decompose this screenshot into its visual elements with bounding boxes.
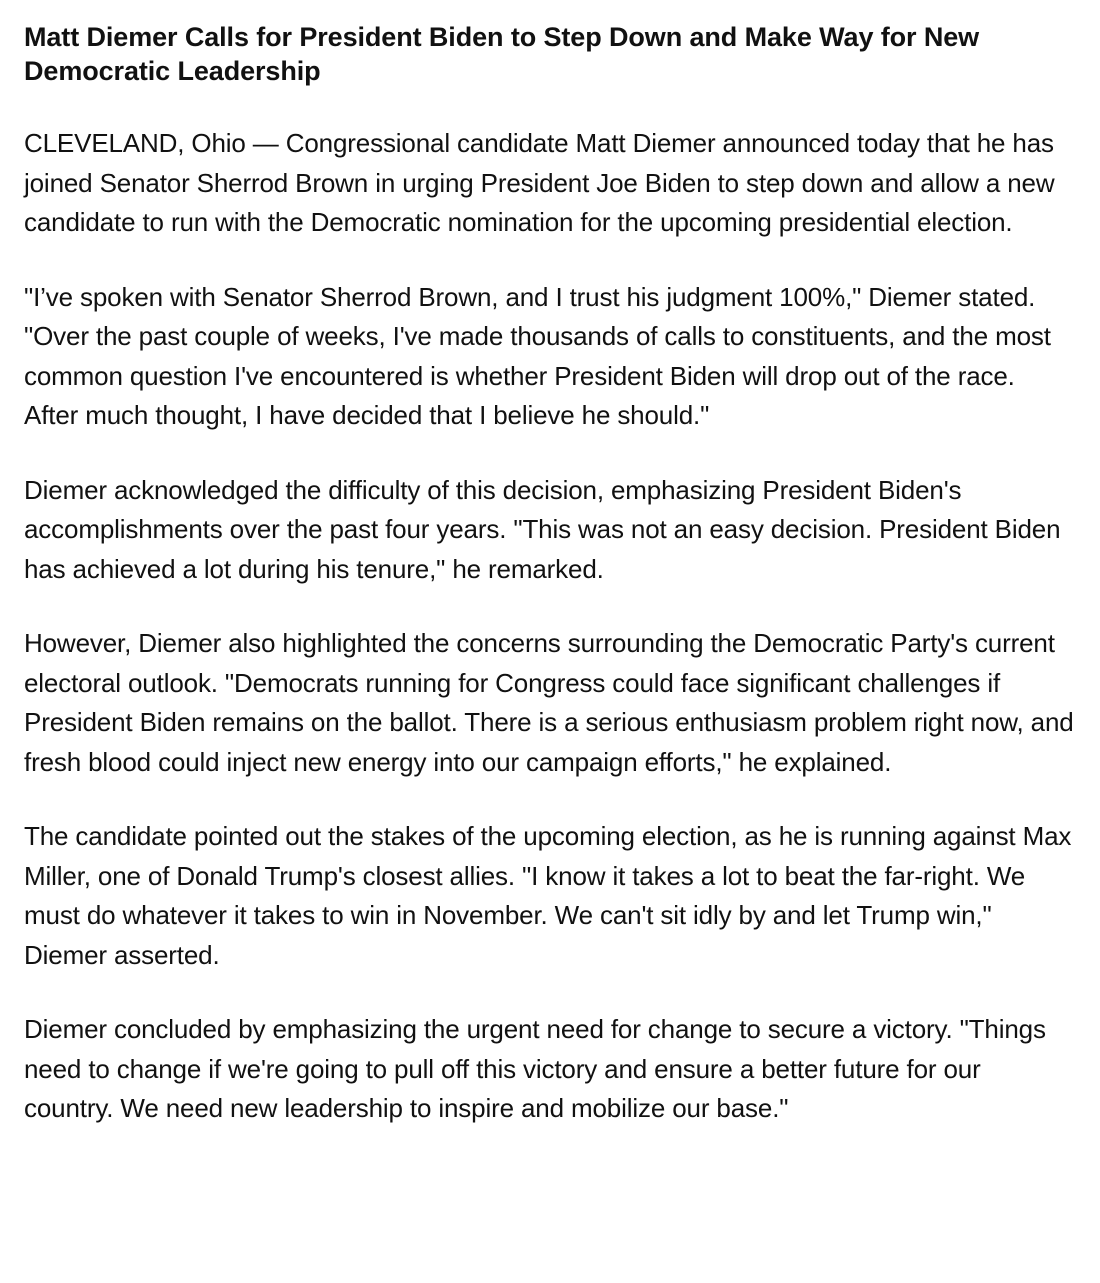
paragraph-quote-sherrod-brown: "I’ve spoken with Senator Sherrod Brown, and I trust his judgment 100%," Diemer stated. "Over the past couple of weeks, I've made thousands of calls to constituents, and the most common question I've encountered is whether President Biden will drop out of the race. After much thought, I have decided that I believe he should." xyxy=(24,281,1051,430)
paragraph-dateline: CLEVELAND, Ohio — Congressional candidate Matt Diemer announced today that he has joined Senator Sherrod Brown in urging President Joe Biden to step down and allow a new candidate to run with the Democratic nomination for the upcoming presidential election. xyxy=(24,128,1055,237)
headline: Matt Diemer Calls for President Biden to Step Down and Make Way for New Democratic Leadership xyxy=(24,22,980,86)
paragraph-conclusion: Diemer concluded by emphasizing the urgent need for change to secure a victory. "Things need to change if we're going to pull off this victory and ensure a better future for our country. We need new leadership to inspire and mobilize our base." xyxy=(24,1014,1046,1123)
paragraph-electoral-outlook: However, Diemer also highlighted the concerns surrounding the Democratic Party's current electoral outlook. "Democrats running for Congress could face significant challenges if President Biden remains on the ballot. There is a serious enthusiasm problem right now, and fresh blood could inject new energy into our campaign efforts," he explained. xyxy=(24,628,1074,777)
paragraph-accomplishments: Diemer acknowledged the difficulty of this decision, emphasizing President Biden's accomplishments over the past four years. "This was not an easy decision. President Biden has achieved a lot during his tenure," he remarked. xyxy=(24,474,1061,584)
paragraph-election-stakes: The candidate pointed out the stakes of the upcoming election, as he is running against Max Miller, one of Donald Trump's closest allies. "I know it takes a lot to beat the far-right. We must do whatever it takes to win in November. We can't sit idly by and let Trump win," Diemer asserted. xyxy=(24,821,1072,970)
